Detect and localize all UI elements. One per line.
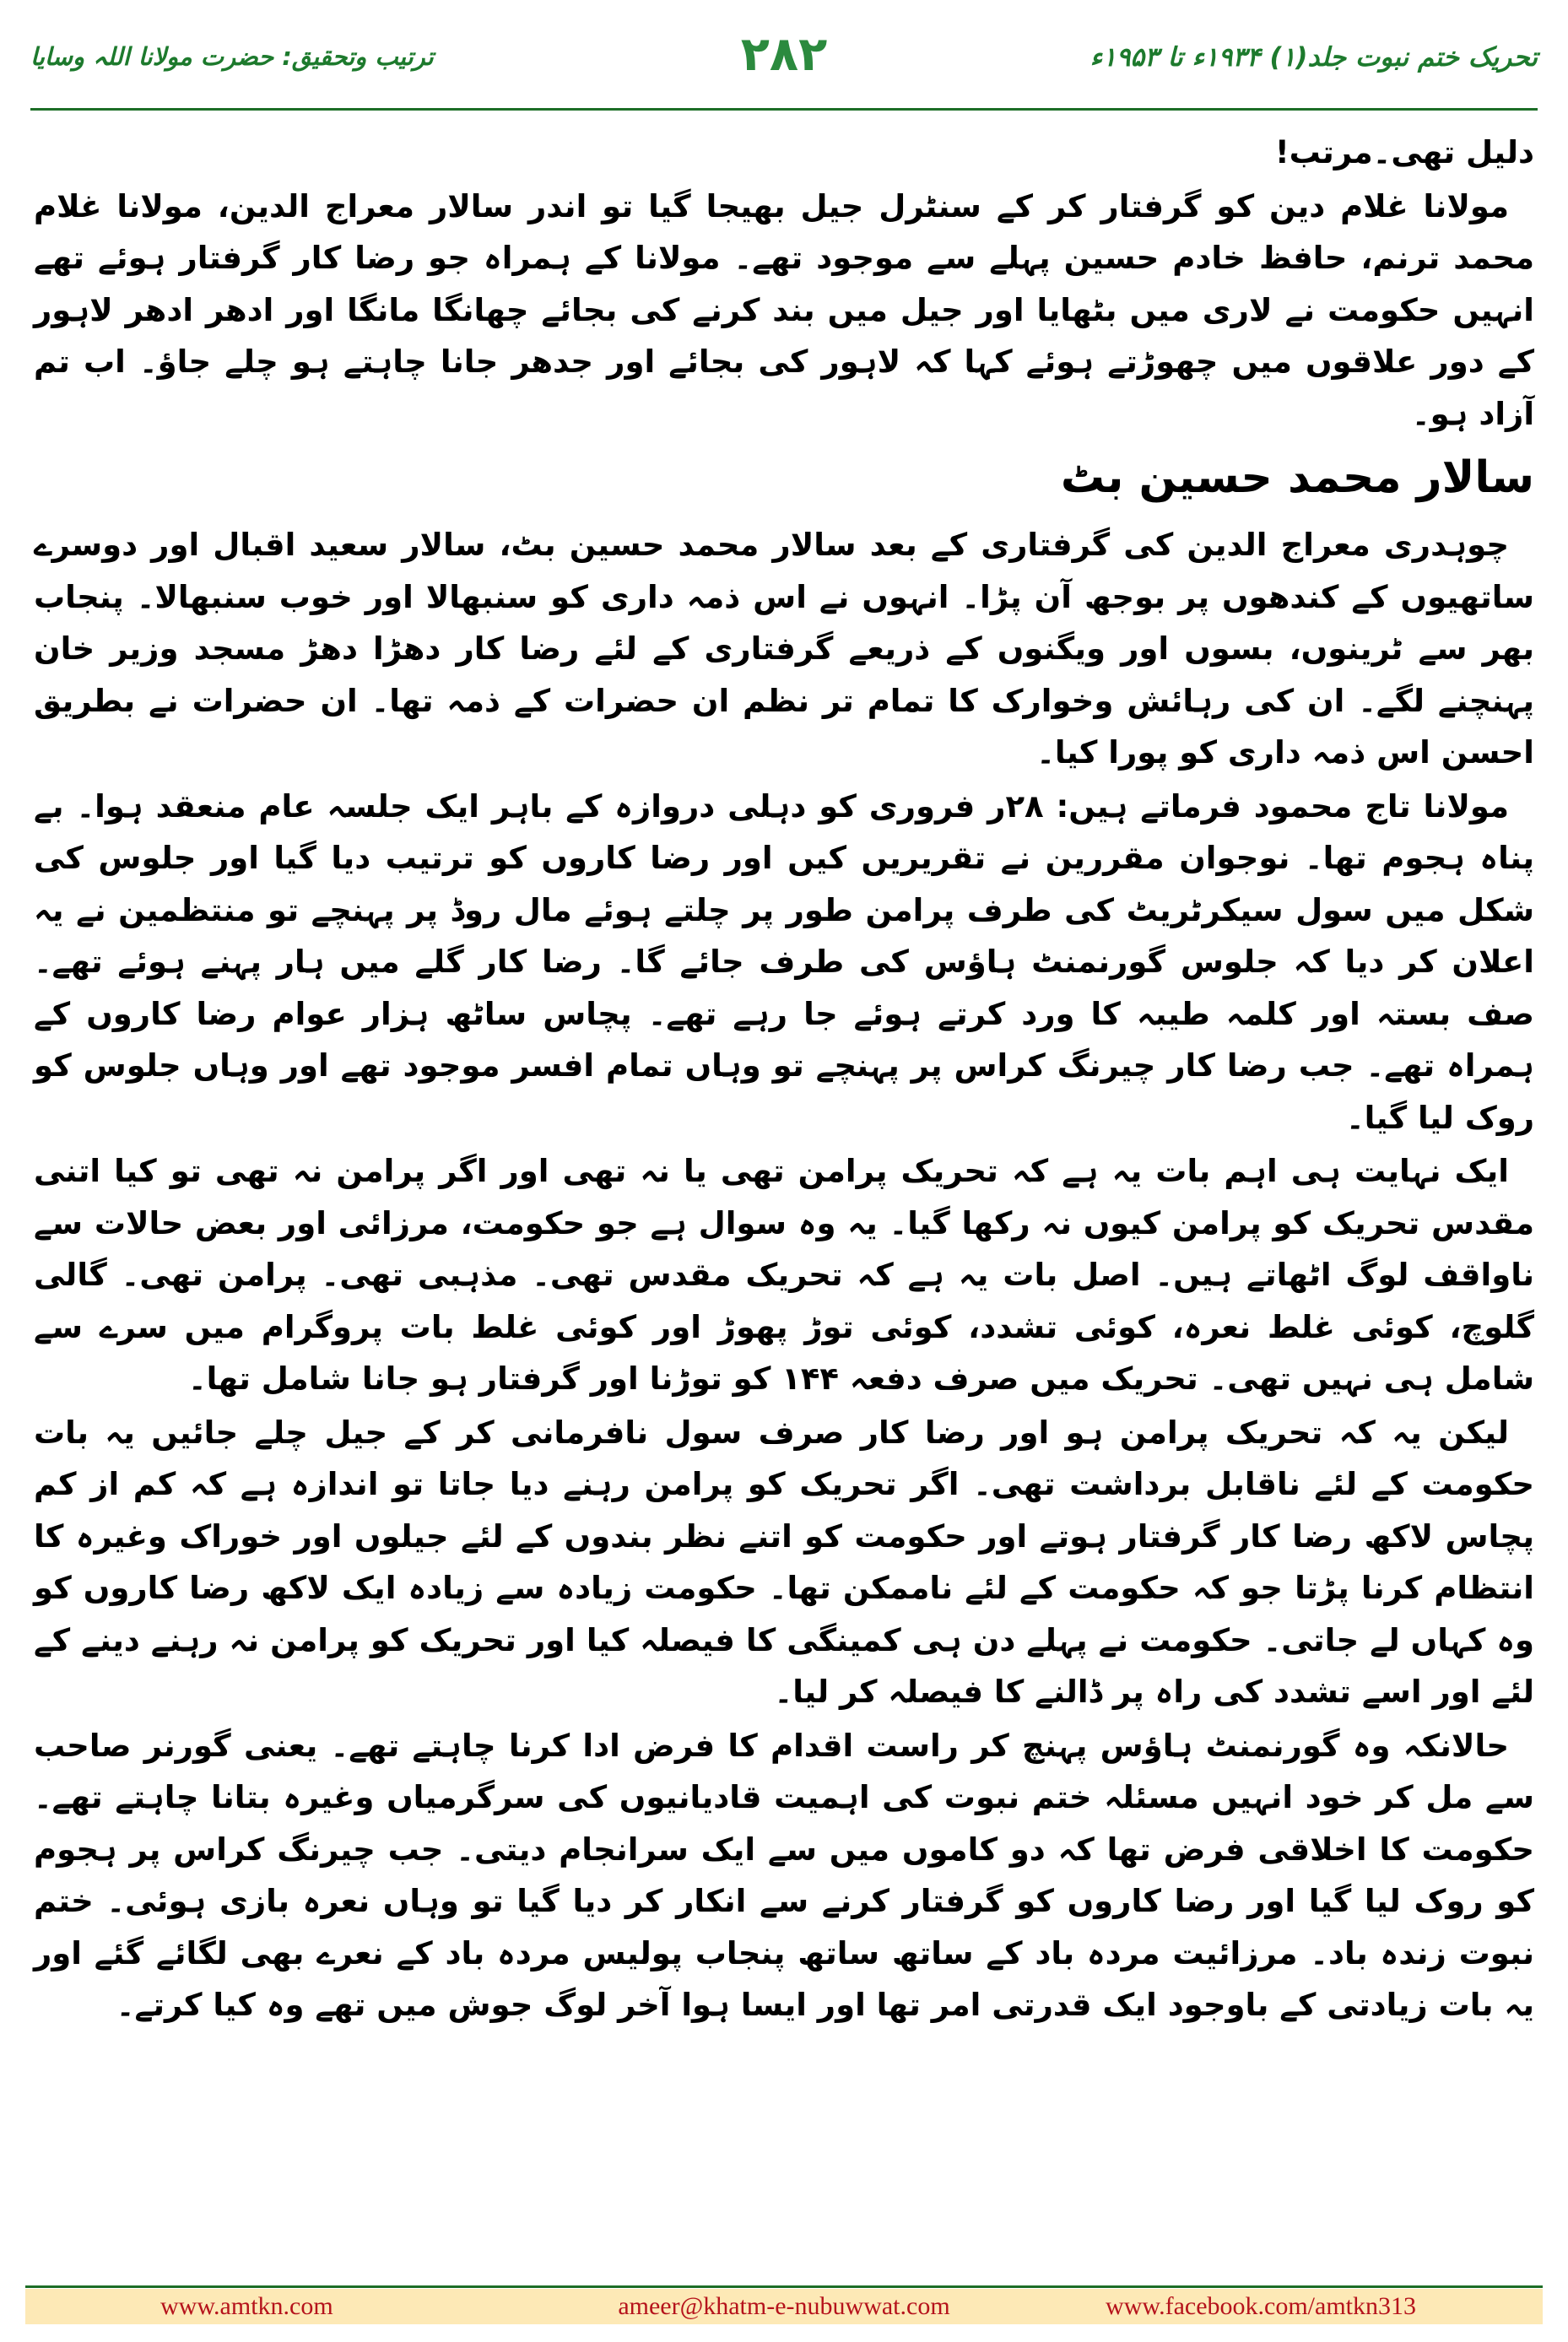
paragraph-3: چوہدری معراج الدین کی گرفتاری کے بعد سالار محمد حسین بٹ، سالار سعید اقبال اور دوسرے ساتھیوں کے کندھوں پر بوجھ آن پڑا۔ انہوں نے اس ذمہ داری کو سنبھالا اور خوب سنبھالا۔ پنجاب بھر سے ٹرینوں، بسوں اور ویگنوں کے ذریعے گرفتاری کے لئے رضا کار دھڑا دھڑ مسجد وزیر خان پہنچنے لگے۔ ان کی رہائش وخوارک کا تمام تر نظم ان حضرات کے ذمہ تھا۔ ان حضرات نے بطریق احسن اس ذمہ داری کو پورا کیا۔	[34, 527, 1534, 771]
book-title: تحریک ختم نبوت جلد(۱) ۱۹۳۴ء تا ۱۹۵۳ء	[1089, 42, 1538, 73]
page-header	[30, 19, 1538, 100]
page-footer	[25, 2289, 1543, 2324]
paragraph-4: مولانا تاج محمود فرماتے ہیں: ۲۸ر فروری کو دہلی دروازہ کے باہر ایک جلسہ عام منعقد ہوا۔ بے پناہ ہجوم تھا۔ نوجوان مقررین نے تقریریں کیں اور رضا کاروں کو ترتیب دیا گیا اور جلوس کی شکل میں سول سیکرٹریٹ کی طرف پرامن طور پر چلتے ہوئے مال روڈ پر پہنچے تو منتظمین نے یہ اعلان کر دیا کہ جلوس گورنمنٹ ہاؤس کی طرف جائے گا۔ رضا کار گلے میں ہار پہنے ہوئے تھے۔ صف بستہ اور کلمہ طیبہ کا ورد کرتے ہوئے جا رہے تھے۔ پچاس ساٹھ ہزار عوام رضا کاروں کے ہمراہ تھے۔ جب رضا کار چیرنگ کراس پر پہنچے تو وہاں تمام افسر موجود تھے اور وہاں جلوس کو روک لیا گیا۔	[34, 787, 1534, 1136]
footer-divider	[25, 2285, 1543, 2288]
paragraph-1: دلیل تھی۔مرتب!	[1274, 134, 1534, 170]
paragraph-5: ایک نہایت ہی اہم بات یہ ہے کہ تحریک پرامن تھی یا نہ تھی اور اگر پرامن نہ تھی تو کیا اتنی مقدس تحریک کو پرامن کیوں نہ رکھا گیا۔ یہ وہ سوال ہے جو حکومت، مرزائی اور بعض حالات سے ناواقف لوگ اٹھاتے ہیں۔ اصل بات یہ ہے کہ تحریک مقدس تھی۔ مذہبی تھی۔ پرامن تھی۔ گالی گلوچ، کوئی غلط نعرہ، کوئی تشدد، کوئی توڑ پھوڑ اور کوئی غلط بات پروگرام میں سرے سے شامل ہی نہیں تھی۔ تحریک میں صرف دفعہ ۱۴۴ کو توڑنا اور گرفتار ہو جانا شامل تھا۔	[34, 1153, 1534, 1397]
facebook-link[interactable]: www.facebook.com/amtkn313	[1106, 2292, 1416, 2320]
website-link[interactable]: www.amtkn.com	[160, 2292, 333, 2320]
page-body	[34, 127, 1534, 2033]
paragraph-6: لیکن یہ کہ تحریک پرامن ہو اور رضا کار صرف سول نافرمانی کر کے جیل چلے جائیں یہ بات حکومت کے لئے ناقابل برداشت تھی۔ اگر تحریک کو پرامن رہنے دیا جاتا تو اندازہ ہے کہ کم از کم پچاس لاکھ رضا کار گرفتار ہوتے اور حکومت کو اتنے نظر بندوں کے لئے جیلوں اور خوراک وغیرہ کا انتظام کرنا پڑتا جو کہ حکومت کے لئے ناممکن تھا۔ حکومت زیادہ سے زیادہ ایک لاکھ رضا کاروں کو وہ کہاں لے جاتی۔ حکومت نے پہلے دن ہی کمینگی کا فیصلہ کیا اور تحریک کو پرامن نہ رہنے دینے کے لئے اور اسے تشدد کی راہ پر ڈالنے کا فیصلہ کر لیا۔	[34, 1414, 1534, 1710]
paragraph-2: مولانا غلام دین کو گرفتار کر کے سنٹرل جیل بھیجا گیا تو اندر سالار معراج الدین، مولانا غلام محمد ترنم، حافظ خادم حسین پہلے سے موجود تھے۔ مولانا کے ہمراہ جو رضا کار گرفتار ہوئے تھے انہیں حکومت نے لاری میں بٹھایا اور جیل میں بند کرنے کی بجائے چھانگا مانگا اور ادھر ادھر لاہور کے دور علاقوں میں چھوڑتے ہوئے کہا کہ لاہور کی بجائے اور جدھر جانا چاہتے ہو چلے جاؤ۔ اب تم آزاد ہو۔	[34, 187, 1534, 432]
page-number: ۲۸۲	[740, 27, 828, 82]
email-link[interactable]: ameer@khatm-e-nubuwwat.com	[618, 2292, 950, 2320]
compiler-credit: ترتیب وتحقیق: حضرت مولانا اللہ وسایا	[30, 42, 434, 71]
header-divider	[30, 108, 1538, 111]
paragraph-7: حالانکہ وہ گورنمنٹ ہاؤس پہنچ کر راست اقدام کا فرض ادا کرنا چاہتے تھے۔ یعنی گورنر صاحب سے مل کر خود انہیں مسئلہ ختم نبوت کی اہمیت قادیانیوں کی سرگرمیاں وغیرہ بتانا چاہتے تھے۔ حکومت کا اخلاقی فرض تھا کہ دو کاموں میں سے ایک سرانجام دیتی۔ جب چیرنگ کراس پر ہجوم کو روک لیا گیا اور رضا کاروں کو گرفتار کرنے سے انکار کر دیا گیا تو وہاں نعرہ بازی ہوئی۔ ختم نبوت زندہ باد۔ مرزائیت مردہ باد کے ساتھ ساتھ پنجاب پولیس مردہ باد کے نعرے بھی لگائے گئے اور یہ بات زیادتی کے باوجود ایک قدرتی امر تھا اور ایسا ہوا آخر لوگ جوش میں تھے وہ کیا کرتے۔	[34, 1727, 1534, 2023]
section-heading: سالار محمد حسین بٹ	[1060, 452, 1534, 503]
